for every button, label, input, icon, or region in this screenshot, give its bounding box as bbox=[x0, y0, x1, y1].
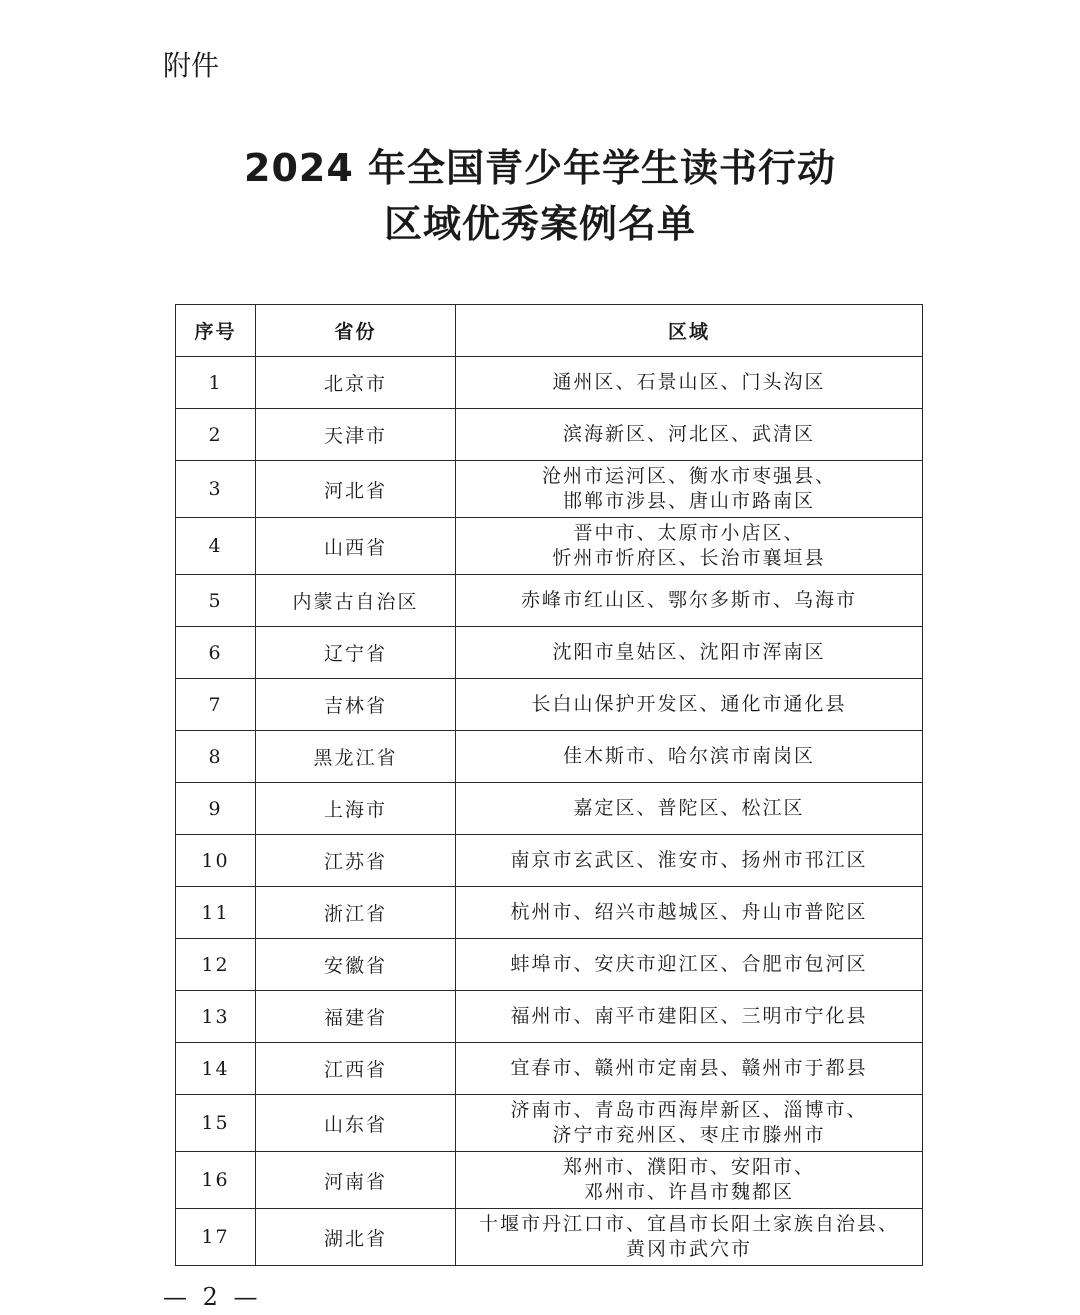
cell-serial: 17 bbox=[176, 1209, 256, 1266]
region-line: 赤峰市红山区、鄂尔多斯市、乌海市 bbox=[520, 589, 857, 611]
cell-serial: 10 bbox=[176, 835, 256, 887]
table-header-row bbox=[176, 305, 923, 357]
region-line: 忻州市忻府区、长治市襄垣县 bbox=[552, 547, 826, 569]
cell-serial: 1 bbox=[176, 357, 256, 409]
table-row bbox=[176, 518, 923, 575]
table-row bbox=[176, 409, 923, 461]
table-row bbox=[176, 1209, 923, 1266]
table-row bbox=[176, 1152, 923, 1209]
header-province: 省份 bbox=[256, 305, 456, 357]
cell-province: 河北省 bbox=[256, 461, 456, 518]
region-line: 福州市、南平市建阳区、三明市宁化县 bbox=[510, 1005, 868, 1027]
cell-region bbox=[456, 461, 923, 518]
cell-region bbox=[456, 1043, 923, 1095]
cell-province: 河南省 bbox=[256, 1152, 456, 1209]
cell-region bbox=[456, 1095, 923, 1152]
cell-province: 上海市 bbox=[256, 783, 456, 835]
table-row bbox=[176, 1095, 923, 1152]
region-line: 长白山保护开发区、通化市通化县 bbox=[531, 693, 847, 715]
cell-serial: 14 bbox=[176, 1043, 256, 1095]
cell-province: 内蒙古自治区 bbox=[256, 575, 456, 627]
cell-region bbox=[456, 835, 923, 887]
region-line: 滨海新区、河北区、武清区 bbox=[562, 423, 815, 445]
table-row bbox=[176, 887, 923, 939]
cell-serial: 3 bbox=[176, 461, 256, 518]
cell-region bbox=[456, 575, 923, 627]
cell-province: 黑龙江省 bbox=[256, 731, 456, 783]
region-line: 郑州市、濮阳市、安阳市、 bbox=[562, 1156, 815, 1178]
table-row bbox=[176, 627, 923, 679]
cell-region bbox=[456, 409, 923, 461]
cell-province: 江西省 bbox=[256, 1043, 456, 1095]
table-row bbox=[176, 939, 923, 991]
attachment-label: 附件 bbox=[163, 49, 220, 82]
cell-region bbox=[456, 679, 923, 731]
table-row bbox=[176, 783, 923, 835]
cell-province: 天津市 bbox=[256, 409, 456, 461]
table-row bbox=[176, 461, 923, 518]
table-row bbox=[176, 679, 923, 731]
cell-region bbox=[456, 518, 923, 575]
case-list-table bbox=[175, 304, 923, 1266]
table-row bbox=[176, 1043, 923, 1095]
cell-province: 湖北省 bbox=[256, 1209, 456, 1266]
cell-serial: 7 bbox=[176, 679, 256, 731]
cell-serial: 11 bbox=[176, 887, 256, 939]
header-serial: 序号 bbox=[176, 305, 256, 357]
cell-province: 江苏省 bbox=[256, 835, 456, 887]
cell-province: 福建省 bbox=[256, 991, 456, 1043]
cell-serial: 8 bbox=[176, 731, 256, 783]
cell-region bbox=[456, 627, 923, 679]
page-number: — 2 — bbox=[163, 1283, 262, 1311]
header-region: 区域 bbox=[456, 305, 923, 357]
region-line: 黄冈市武穴市 bbox=[625, 1238, 752, 1260]
region-line: 沈阳市皇姑区、沈阳市浑南区 bbox=[552, 641, 826, 663]
region-line: 杭州市、绍兴市越城区、舟山市普陀区 bbox=[510, 901, 868, 923]
cell-region bbox=[456, 887, 923, 939]
region-line: 济南市、青岛市西海岸新区、淄博市、 bbox=[510, 1099, 868, 1121]
region-line: 晋中市、太原市小店区、 bbox=[573, 522, 805, 544]
cell-serial: 6 bbox=[176, 627, 256, 679]
table-row bbox=[176, 575, 923, 627]
table-row bbox=[176, 835, 923, 887]
cell-serial: 5 bbox=[176, 575, 256, 627]
table-body bbox=[176, 357, 923, 1266]
title-line-1: 2024 年全国青少年学生读书行动 bbox=[244, 146, 836, 190]
cell-province: 辽宁省 bbox=[256, 627, 456, 679]
cell-province: 吉林省 bbox=[256, 679, 456, 731]
cell-region bbox=[456, 731, 923, 783]
cell-region bbox=[456, 783, 923, 835]
cell-province: 北京市 bbox=[256, 357, 456, 409]
region-line: 南京市玄武区、淮安市、扬州市邗江区 bbox=[510, 849, 868, 871]
cell-province: 山东省 bbox=[256, 1095, 456, 1152]
region-line: 十堰市丹江口市、宜昌市长阳土家族自治县、 bbox=[478, 1213, 899, 1235]
title-line-2: 区域优秀案例名单 bbox=[383, 202, 696, 246]
cell-serial: 12 bbox=[176, 939, 256, 991]
cell-serial: 15 bbox=[176, 1095, 256, 1152]
region-line: 佳木斯市、哈尔滨市南岗区 bbox=[562, 745, 815, 767]
table-row bbox=[176, 731, 923, 783]
cell-serial: 2 bbox=[176, 409, 256, 461]
cell-region bbox=[456, 1152, 923, 1209]
region-line: 沧州市运河区、衡水市枣强县、 bbox=[541, 465, 836, 487]
region-line: 邓州市、许昌市魏都区 bbox=[583, 1181, 794, 1203]
document-title bbox=[0, 140, 1080, 252]
region-line: 通州区、石景山区、门头沟区 bbox=[552, 371, 826, 393]
cell-region bbox=[456, 357, 923, 409]
cell-serial: 16 bbox=[176, 1152, 256, 1209]
cell-serial: 13 bbox=[176, 991, 256, 1043]
region-line: 蚌埠市、安庆市迎江区、合肥市包河区 bbox=[510, 953, 868, 975]
cell-province: 安徽省 bbox=[256, 939, 456, 991]
region-line: 宜春市、赣州市定南县、赣州市于都县 bbox=[510, 1057, 868, 1079]
cell-region bbox=[456, 991, 923, 1043]
cell-region bbox=[456, 939, 923, 991]
cell-serial: 9 bbox=[176, 783, 256, 835]
cell-province: 山西省 bbox=[256, 518, 456, 575]
region-line: 邯郸市涉县、唐山市路南区 bbox=[562, 490, 815, 512]
cell-serial: 4 bbox=[176, 518, 256, 575]
region-line: 济宁市兖州区、枣庄市滕州市 bbox=[552, 1124, 826, 1146]
cell-region bbox=[456, 1209, 923, 1266]
cell-province: 浙江省 bbox=[256, 887, 456, 939]
table-row bbox=[176, 357, 923, 409]
region-line: 嘉定区、普陀区、松江区 bbox=[573, 797, 805, 819]
table-row bbox=[176, 991, 923, 1043]
